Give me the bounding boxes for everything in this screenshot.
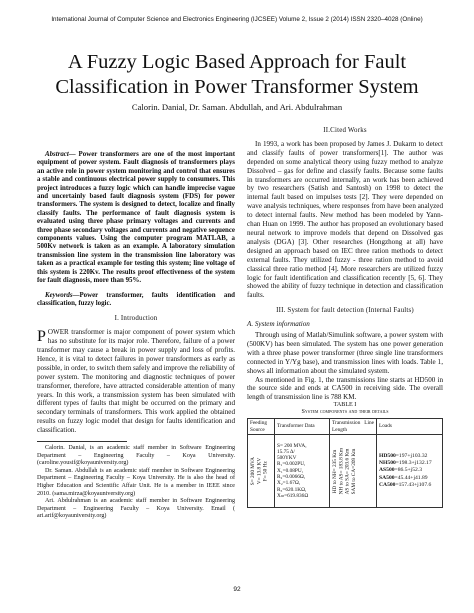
cell-line-length bbox=[330, 434, 377, 507]
load-value: =86.5+j52.3 bbox=[394, 467, 422, 474]
author-list: Calorin. Danial, Dr. Saman. Abdullah, and Ari. Abdulrahman bbox=[131, 102, 343, 112]
section-heading-system: III. System for fault detection (Internal Faults) bbox=[276, 307, 414, 315]
header-loads: Loads bbox=[377, 419, 443, 435]
footnote-3: Ari. Abdulrahman is an academic staff member in Software Engineering Department – Engineering Faculty – Koya University. Email ( ari.arif@koyauniversity.org) bbox=[37, 498, 235, 520]
transformer-value: Xₘ=619.836Ω bbox=[277, 492, 309, 499]
right-column bbox=[247, 127, 443, 508]
footnote-1: Calorin. Danial, is an academic staff member in Software Engineering Department – Engineering Faculty – Koya University. (caroline.yousif@koyauniversity.org) bbox=[37, 445, 235, 467]
subsection-system-information: A. System information bbox=[247, 320, 310, 329]
abstract-label: Abstract— bbox=[45, 151, 76, 158]
load-entry bbox=[379, 460, 440, 467]
line-length-values: HD to NH= 235 Km NH to AS= 183.8 Km AS to SA= 203.6 Km SAM to CA=209 Km bbox=[332, 447, 357, 495]
journal-header: International Journal of Computer Science and Electronics Engineering (IJCSEE) Volume 2, Issue 2 (2014) ISSN 2320–4028 (Online) bbox=[51, 16, 423, 23]
transformer-value: X₂=1.67Ω, bbox=[277, 480, 301, 487]
keywords bbox=[37, 292, 235, 309]
load-value: =197+j103.32 bbox=[395, 452, 428, 459]
load-entry bbox=[379, 482, 440, 489]
transformer-value: R₃=620.1KΩ, bbox=[277, 486, 307, 493]
load-value: =198.3+j132.17 bbox=[395, 459, 432, 466]
load-entry bbox=[379, 467, 440, 474]
load-entry bbox=[379, 453, 440, 460]
keywords-text: —Power transformer, faults identification and classification, fuzzy logic. bbox=[37, 291, 235, 307]
cell-feeding-source bbox=[248, 434, 275, 507]
load-bus: SA500 bbox=[379, 474, 395, 481]
table-number: TABLE I bbox=[333, 402, 357, 409]
system-components-table bbox=[247, 418, 443, 508]
system-paragraph-2: As mentioned in Fig. 1, the transmissions line starts at HD500 in the source side and ends at CA500 in receiving side. The overall length of transmission line is 788 KM. bbox=[247, 375, 443, 402]
page-number: 92 bbox=[233, 586, 241, 593]
feeding-source-values: S= 200 MVA V= 13.8 KV F= 50 Hz bbox=[250, 456, 269, 485]
system-paragraph-1: Through using of Matlab/Simulink software, a power system with (500KV) has been simulated. The system has one power generation with a three phase power transformer (three single line transformers connected in Y/Yg base), and transmission lines with loads. Table 1, shows all information about the simulated system. bbox=[247, 331, 443, 375]
load-value: =45.44+j41.89 bbox=[394, 474, 428, 481]
abstract-text: Power transformers are one of the most important equipment of power system. Fault diagnosis of transformers plays an active role in power system monitoring and control that ensures a stable and continuous electrical power supply to consumers. This project introduces a fuzzy logic which can handle imprecise vague and uncertainly based fault diagnosis system (FDS) for power transformers. The system is designed to detect, localize and finally classify faults. The performance of fault diagnosis system is evaluated using three phase primary voltages and currents and three phase secondary voltages and currents and negative sequence components values. Using the computer program MATLAB, a 500Kv network is taken as an example. A laboratory simulation transmission line system in the transmission line laboratory was taken as a practical example for testing this system; line voltage of this system is 220Kv. The results proof effectiveness of the system for fault diagnosis, more than 95%. bbox=[37, 151, 235, 285]
transformer-value: R₁=0.002PU, bbox=[277, 461, 306, 468]
transformer-value: 15.75 Δ/ bbox=[277, 448, 295, 455]
header-transformer-data: Transformer Data bbox=[275, 419, 330, 435]
paper-title bbox=[0, 50, 474, 100]
title-line-1: A Fuzzy Logic Based Approach for Fault bbox=[67, 51, 407, 73]
footnote-2: Dr. Saman. Abdullah is an academic staff member in Software Engineering Department – Engineering Faculty – Koya University. He is also the head of Higher Education and Scientific Affair Unit. He is a member in IEEE since 2010. (sama.mirza@koyauniversity.org) bbox=[37, 467, 235, 497]
load-bus: HD500 bbox=[379, 452, 396, 459]
introduction-paragraph bbox=[37, 328, 235, 435]
transformer-value: 500YKV bbox=[277, 455, 297, 462]
load-value: =157.43+j107.6 bbox=[395, 481, 432, 488]
footnotes bbox=[37, 445, 235, 521]
load-bus: CA500 bbox=[379, 481, 396, 488]
transformer-value: X₁=0.08PU, bbox=[277, 467, 304, 474]
drop-cap: P bbox=[37, 328, 46, 346]
cell-transformer-data bbox=[275, 434, 330, 507]
abstract bbox=[37, 151, 235, 286]
title-line-2: Classification in Power Transformer System bbox=[55, 76, 419, 98]
header-feeding-source: Feeding Source bbox=[248, 419, 275, 435]
table-header-row bbox=[248, 419, 443, 435]
introduction-text: OWER transformer is major component of power system which has no substitute for its major role. Therefore, failure of a power transformer may cause a break in power supply and loss of profits. Hence, it is vital to detect failures in power transformers as early as possible, in order, to switch them safely and improve the reliability of power system. The monitoring and diagnostic techniques of power transformer, therefore, have attracted considerable attention of many years. In this work, a transmission system has been simulated with different types of faults that might be occurred on the primary and secondary terminals of transformers. This work applied the obtained results on fuzzy logic model that design for faults identification and classification. bbox=[37, 328, 235, 435]
load-entry bbox=[379, 475, 440, 482]
load-bus: AS500 bbox=[379, 467, 395, 474]
left-column bbox=[37, 151, 235, 521]
table-caption: System components and their details bbox=[301, 409, 389, 416]
section-heading-introduction: I. Introduction bbox=[114, 315, 158, 323]
transformer-value: S= 200 MVA, bbox=[277, 442, 307, 449]
transformer-value: R₂=0.0066Ω, bbox=[277, 474, 306, 481]
cell-loads bbox=[377, 434, 443, 507]
header-line-length: Transmission Line Length bbox=[330, 419, 377, 435]
keywords-label: Keywords bbox=[45, 291, 73, 299]
table-row bbox=[248, 434, 443, 507]
cited-works-paragraph: In 1993, a work has been proposed by James J. Dukarm to detect and classify faults of power transformers[1]. The author was depended on some analytical theory using fuzzy method to analyze Dissolved – gas for define and classify faults. Because some faults in transformers are occurred internally, an work has been achieved by two researchers (Satish and Santosh) on 1998 to detect the internal fault based on impulses tests [2]. They were depended on wave analysis techniques, where responses from have been analyzed to detect internal faults. New method has been modeled by Yann-chan Huan on 1999. The author has proposed an evolutionary based neural network to improve models that depend on Dissolved gas analysis (DGA) [3]. Other researches (Hongzhong at all) have designed an approach based on IEC three ration methods to detect external faults. They utilized fuzzy - three ration method to avoid classical three ratio method [4]. More researchers are utilized fuzzy logic for fault identification and classification recently [5, 6]. They showed the ability of fuzzy technique in detection and classification faults. bbox=[247, 139, 443, 300]
section-heading-cited-works: II.Cited Works bbox=[323, 127, 367, 134]
footnote-rule bbox=[37, 441, 127, 442]
load-bus: NH500 bbox=[379, 459, 396, 466]
